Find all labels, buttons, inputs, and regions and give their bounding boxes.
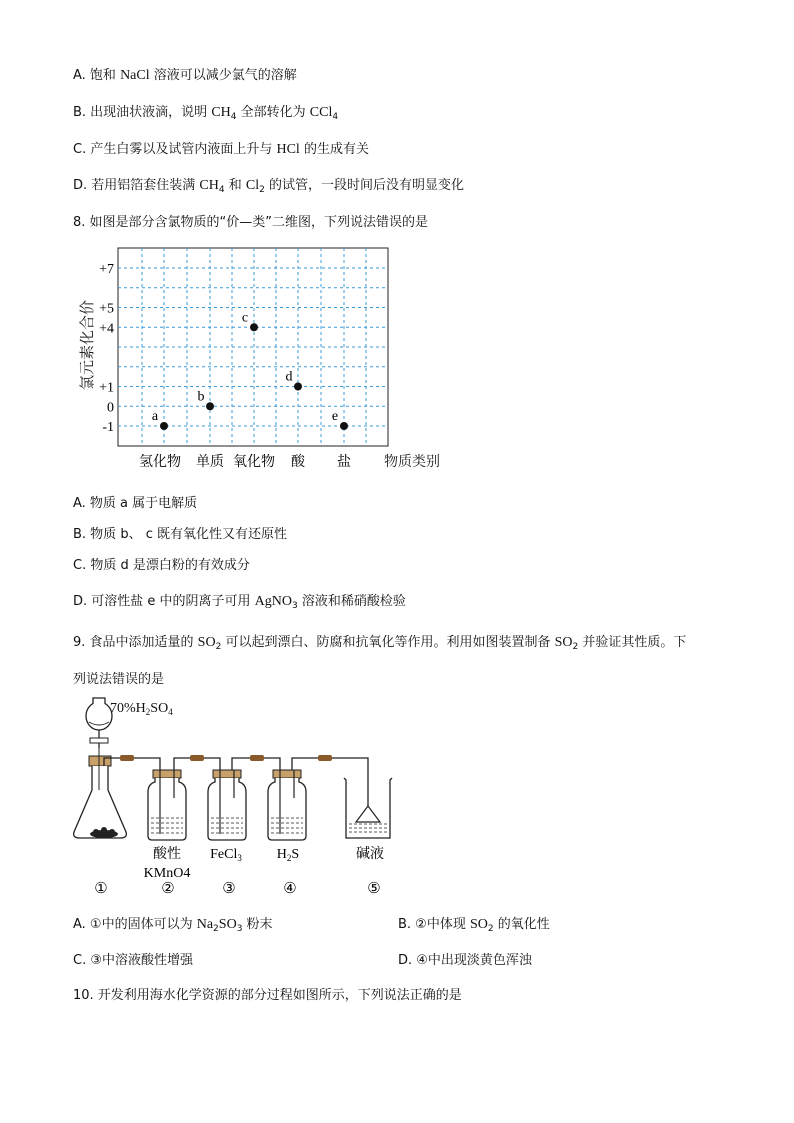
q8-option-c: C. 物质 d 是漂白粉的有效成分 bbox=[73, 558, 250, 573]
wash-bottle bbox=[268, 770, 306, 840]
bottle3-label: FeCl$_3$ bbox=[210, 847, 242, 863]
y-axis-label: 氯元素化合价 bbox=[80, 299, 96, 391]
data-point-label-e: e bbox=[331, 409, 339, 424]
bottle4-label: $H_2S$ bbox=[276, 847, 300, 863]
wash-bottle bbox=[208, 770, 246, 840]
apparatus-number-5: ⑤ bbox=[367, 881, 381, 897]
y-tick-label: +7 bbox=[99, 262, 114, 277]
x-tick-label: 单质 bbox=[196, 455, 224, 470]
data-point-label-d: d bbox=[285, 369, 293, 385]
x-tick-label: 盐 bbox=[337, 455, 351, 470]
y-tick-label: +5 bbox=[99, 301, 114, 317]
wash-bottle bbox=[148, 770, 186, 840]
apparatus-number-3: ③ bbox=[222, 881, 236, 897]
q8-stem: 8. 如图是部分含氯物质的“价—类”二维图，下列说法错误的是 bbox=[73, 215, 429, 230]
apparatus-number-2: ② bbox=[161, 881, 175, 897]
q7-option-d: D. 若用铝箔套住装满 $CH_4$ 和 $Cl_2$ 的试管，一段时间后没有明显变化 bbox=[73, 178, 464, 195]
q8-option-a: A. 物质 a 属于电解质 bbox=[73, 496, 198, 511]
data-point-a bbox=[160, 422, 168, 430]
q7-option-c: C. 产生白雾以及试管内液面上升与 HCl 的生成有关 bbox=[73, 142, 369, 157]
x-axis-label: 物质类别 bbox=[384, 455, 440, 470]
q8-option-d: D. 可溶性盐 e 中的阴离子可用 AgNO$_3$ 溶液和稀硝酸检验 bbox=[73, 594, 406, 611]
q9-option-d: D. ④中出现淡黄色浑浊 bbox=[398, 953, 532, 968]
data-point-e bbox=[340, 422, 348, 430]
q9-option-c: C. ③中溶液酸性增强 bbox=[73, 953, 193, 968]
q7-option-b: B. 出现油状液滴，说明 $CH_4$ 全部转化为 CCl$_4$ bbox=[73, 105, 339, 122]
q8-option-b: B. 物质 b、 c 既有氧化性又有还原性 bbox=[73, 527, 287, 542]
apparatus-number-1: ① bbox=[94, 881, 108, 897]
data-point-label-b: b bbox=[197, 389, 205, 405]
data-point-label-a: a bbox=[151, 409, 159, 424]
data-point-label-c: c bbox=[241, 310, 249, 326]
bottle2-label-line1: 酸性 bbox=[153, 847, 181, 862]
apparatus-number-4: ④ bbox=[283, 881, 297, 897]
bottle2-label-line2: KMnO4 bbox=[143, 866, 191, 881]
y-tick-label: +4 bbox=[99, 321, 114, 337]
q9-stem-line2: 列说法错误的是 bbox=[73, 672, 165, 687]
beaker5-label: 碱液 bbox=[356, 847, 384, 862]
q7-option-a: A. 饱和 NaCl 溶液可以减少氯气的溶解 bbox=[73, 68, 297, 83]
q9-option-b: B. ②中体现 $SO_2$ 的氧化性 bbox=[398, 917, 550, 934]
y-tick-label: +1 bbox=[99, 380, 114, 396]
x-tick-label: 酸 bbox=[291, 455, 305, 470]
q10-stem: 10. 开发利用海水化学资源的部分过程如图所示，下列说法正确的是 bbox=[73, 988, 462, 1003]
so2-apparatus-diagram bbox=[66, 692, 416, 904]
x-tick-label: 氧化物 bbox=[233, 455, 275, 470]
y-tick-label: -1 bbox=[102, 420, 114, 435]
y-tick-label: 0 bbox=[107, 400, 114, 416]
data-point-c bbox=[250, 323, 258, 331]
valence-class-chart bbox=[70, 240, 470, 476]
reagent-h2so4-label: $70\%H_2SO_4$ bbox=[110, 701, 173, 717]
data-point-b bbox=[206, 402, 214, 410]
x-tick-label: 氢化物 bbox=[139, 455, 181, 470]
q9-option-a: A. ①中的固体可以为 $Na_2SO_3$ 粉末 bbox=[73, 917, 273, 934]
q9-stem-line1: 9. 食品中添加适量的 $SO_2$ 可以起到漂白、防腐和抗氧化等作用。利用如图装置制备 $SO_2$ 并验证其性质。下 bbox=[73, 635, 687, 652]
data-point-d bbox=[294, 383, 302, 391]
